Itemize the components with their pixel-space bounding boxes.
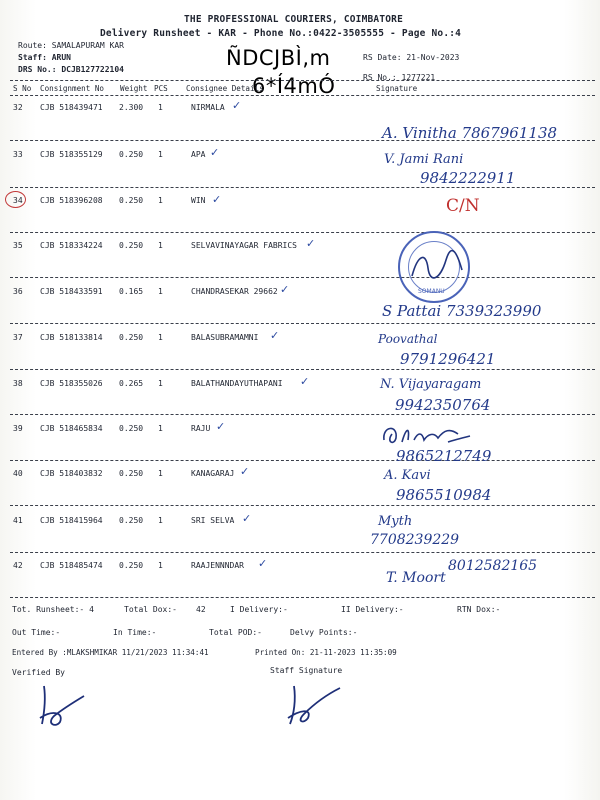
handwritten-signature: T. Moort [386, 570, 446, 586]
verifier-signature [30, 680, 90, 730]
row-weight: 0.250 [119, 516, 144, 525]
row-pcs: 1 [158, 103, 163, 112]
row-weight: 0.165 [119, 287, 144, 296]
handwritten-red-note: C/N [446, 196, 480, 216]
in-time: In Time:- [113, 628, 157, 637]
check-mark: ✓ [270, 329, 280, 342]
delvy-points: Delvy Points:- [290, 628, 358, 637]
header-rule-top [10, 80, 595, 81]
row-pcs: 1 [158, 379, 163, 388]
row-consignee: NIRMALA [191, 103, 225, 112]
row-weight: 0.250 [119, 424, 144, 433]
barcode-text-line1: ÑDCJBÌ,m [226, 46, 331, 70]
header-rule-bottom [10, 95, 595, 96]
row-divider [10, 505, 595, 506]
handwritten-signature: Myth [378, 514, 413, 529]
row-weight: 0.250 [119, 241, 144, 250]
row-sno: 37 [13, 333, 23, 342]
row-consignee: WIN [191, 196, 206, 205]
entered-by: Entered By :MLAKSHMIKAR 11/21/2023 11:34:41 [12, 648, 209, 657]
row-pcs: 1 [158, 424, 163, 433]
row-consignment: CJB 518133814 [40, 333, 103, 342]
check-mark: ✓ [232, 99, 242, 112]
stamp-signature-scribble [406, 246, 466, 286]
row-divider [10, 369, 595, 370]
row-weight: 2.300 [119, 103, 144, 112]
check-mark: ✓ [240, 465, 250, 478]
row-consignee: KANAGARAJ [191, 469, 235, 478]
barcode-text-line2: 6*Í4mÓ [252, 74, 336, 98]
row-consignee: BALASUBRAMAMNI [191, 333, 259, 342]
check-mark: ✓ [280, 283, 290, 296]
total-dox-label: Total Dox:- [124, 605, 177, 614]
row-consignment: CJB 518433591 [40, 287, 103, 296]
row-consignee: SELVAVINAYAGAR FABRICS [191, 241, 297, 250]
row-consignee: RAJU [191, 424, 211, 433]
row-weight: 0.250 [119, 150, 144, 159]
row-sno: 36 [13, 287, 23, 296]
row-divider [10, 277, 595, 278]
row-sno: 33 [13, 150, 23, 159]
row-pcs: 1 [158, 287, 163, 296]
handwritten-phone: 9942350764 [395, 396, 491, 414]
total-dox-value: 42 [196, 605, 206, 614]
check-mark: ✓ [300, 375, 310, 388]
row-consignee: BALATHANDAYUTHAPANI [191, 379, 283, 388]
col-consignee: Consignee Details [186, 84, 264, 93]
handwritten-signature: S Pattai 7339323990 [382, 302, 542, 320]
row-consignee: APA [191, 150, 206, 159]
row-sno: 40 [13, 469, 23, 478]
stamp-text: SOMANU [418, 288, 445, 295]
handwritten-signature: N. Vijayaragam [380, 377, 482, 392]
row-divider [10, 187, 595, 188]
verified-by-label: Verified By [12, 668, 65, 677]
row-sno: 34 [13, 196, 23, 205]
row-divider [10, 323, 595, 324]
ii-delivery: II Delivery:- [341, 605, 404, 614]
route-label: Route: SAMALAPURAM KAR [18, 41, 124, 50]
row-weight: 0.265 [119, 379, 144, 388]
staff-label: Staff: ARUN [18, 53, 71, 62]
row-divider [10, 232, 595, 233]
document-title: THE PROFESSIONAL COURIERS, COIMBATORE [184, 14, 404, 25]
staff-signature-label: Staff Signature [270, 666, 343, 675]
handwritten-phone: 8012582165 [448, 558, 538, 574]
rs-number: RS No.: 1277221 [363, 73, 436, 82]
row-weight: 0.250 [119, 561, 144, 570]
row-pcs: 1 [158, 196, 163, 205]
total-pod: Total POD:- [209, 628, 262, 637]
row-sno: 42 [13, 561, 23, 570]
row-consignee: SRI SELVA [191, 516, 235, 525]
col-signature: Signature [376, 84, 418, 93]
check-mark: ✓ [242, 512, 252, 525]
check-mark: ✓ [212, 193, 222, 206]
row-consignment: CJB 518465834 [40, 424, 103, 433]
row-sno: 41 [13, 516, 23, 525]
row-pcs: 1 [158, 469, 163, 478]
rtn-dox: RTN Dox:- [457, 605, 501, 614]
col-consignment: Consignment No [40, 84, 105, 93]
handwritten-phone: 9865510984 [396, 486, 492, 504]
row-divider [10, 414, 595, 415]
row-weight: 0.250 [119, 333, 144, 342]
row-consignment: CJB 518396208 [40, 196, 103, 205]
row-consignee: CHANDRASEKAR 29662 [191, 287, 278, 296]
out-time: Out Time:- [12, 628, 61, 637]
row-divider [10, 552, 595, 553]
row-consignment: CJB 518403832 [40, 469, 103, 478]
row-pcs: 1 [158, 241, 163, 250]
row-sno: 39 [13, 424, 23, 433]
row-sno: 38 [13, 379, 23, 388]
document-subtitle: Delivery Runsheet - KAR - Phone No.:0422-3505555 - Page No.:4 [100, 28, 462, 39]
drs-number: DRS No.: DCJB127722104 [18, 65, 124, 74]
row-consignment: CJB 518334224 [40, 241, 103, 250]
total-runsheet: Tot. Runsheet:- 4 [12, 605, 94, 614]
handwritten-signature: V. Jami Rani [384, 152, 464, 167]
row-divider [10, 597, 595, 598]
col-weight: Weight [120, 84, 148, 93]
row-consignment: CJB 518439471 [40, 103, 103, 112]
check-mark: ✓ [306, 237, 316, 250]
handwritten-signature: A. Kavi [384, 468, 431, 483]
col-pcs: PCS [154, 84, 168, 93]
handwritten-phone: 9865212749 [396, 447, 492, 465]
rs-date: RS Date: 21-Nov-2023 [363, 53, 460, 62]
row-weight: 0.250 [119, 469, 144, 478]
check-mark: ✓ [216, 420, 226, 433]
row-pcs: 1 [158, 516, 163, 525]
row-sno: 32 [13, 103, 23, 112]
row-sno: 35 [13, 241, 23, 250]
row-consignment: CJB 518485474 [40, 561, 103, 570]
handwritten-signature: Poovathal [378, 332, 438, 346]
staff-signature [276, 678, 346, 728]
printed-on: Printed On: 21-11-2023 11:35:09 [255, 648, 397, 657]
check-mark: ✓ [210, 146, 220, 159]
handwritten-signature: A. Vinitha 7867961138 [382, 124, 558, 142]
handwritten-phone: 9791296421 [400, 350, 496, 368]
row-consignment: CJB 518355129 [40, 150, 103, 159]
handwritten-phone: 9842222911 [420, 169, 516, 187]
row-consignment: CJB 518355026 [40, 379, 103, 388]
row-divider [10, 460, 595, 461]
row-consignee: RAAJENNNDAR [191, 561, 244, 570]
row-pcs: 1 [158, 333, 163, 342]
row-pcs: 1 [158, 150, 163, 159]
handwritten-phone: 7708239229 [370, 532, 460, 548]
row-consignment: CJB 518415964 [40, 516, 103, 525]
i-delivery: I Delivery:- [230, 605, 288, 614]
row-pcs: 1 [158, 561, 163, 570]
col-sno: S No [13, 84, 32, 93]
signature-scribble [378, 420, 478, 450]
check-mark: ✓ [258, 557, 268, 570]
row-weight: 0.250 [119, 196, 144, 205]
